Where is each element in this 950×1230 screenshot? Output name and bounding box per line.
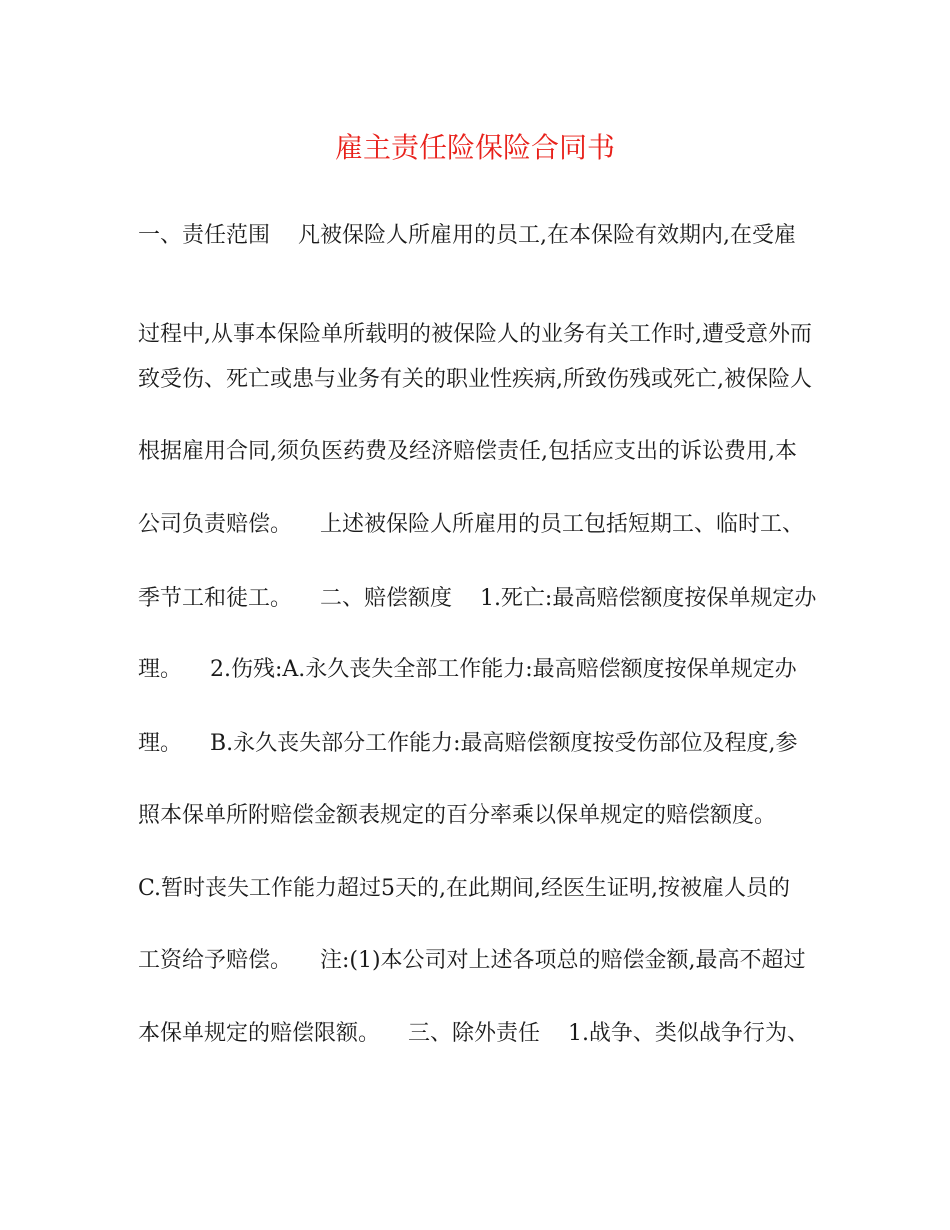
body-line-2: 过程中,从事本保险单所载明的被保险人的业务有关工作时,遭受意外而 [138, 322, 812, 347]
body-line-1: 一、责任范围 凡被保险人所雇用的员工,在本保险有效期内,在受雇 [138, 223, 796, 248]
body-line-9: 照本保单所附赔偿金额表规定的百分率乘以保单规定的赔偿额度。 [138, 803, 777, 828]
body-line-8: 理。 B.永久丧失部分工作能力:最高赔偿额度按受伤部位及程度,参 [138, 731, 798, 756]
body-line-3: 致受伤、死亡或患与业务有关的职业性疾病,所致伤残或死亡,被保险人 [138, 367, 812, 392]
document-title: 雇主责任险保险合同书 [334, 131, 615, 164]
body-line-7: 理。 2.伤残:A.永久丧失全部工作能力:最高赔偿额度按保单规定办 [138, 657, 797, 682]
body-line-6: 季节工和徒工。 二、赔偿额度 1.死亡:最高赔偿额度按保单规定办 [138, 586, 817, 611]
body-line-11: 工资给予赔偿。 注:(1)本公司对上述各项总的赔偿金额,最高不超过 [138, 948, 806, 973]
body-line-10: C.暂时丧失工作能力超过5天的,在此期间,经医生证明,按被雇人员的 [138, 876, 791, 901]
body-line-4: 根据雇用合同,须负医药费及经济赔偿责任,包括应支出的诉讼费用,本 [138, 439, 797, 464]
body-line-12: 本保单规定的赔偿限额。 三、除外责任 1.战争、类似战争行为、 [138, 1021, 809, 1046]
body-line-5: 公司负责赔偿。 上述被保险人所雇用的员工包括短期工、临时工、 [138, 512, 804, 537]
